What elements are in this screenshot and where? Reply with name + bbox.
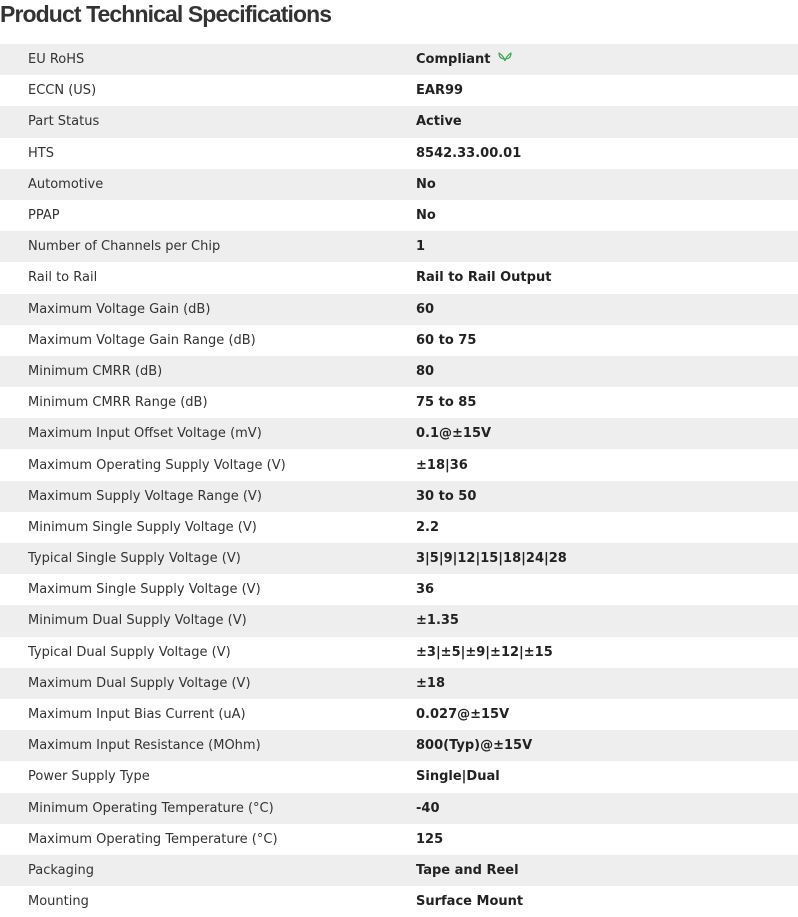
spec-value: [416, 356, 798, 387]
spec-row: [0, 886, 798, 917]
spec-label: [0, 605, 416, 636]
spec-row: [0, 356, 798, 387]
page-title: Product Technical Specifications: [0, 1, 332, 27]
spec-label: [0, 761, 416, 792]
spec-row: [0, 169, 798, 200]
spec-label-text: Minimum Operating Temperature (°C): [28, 800, 274, 816]
spec-label: [0, 138, 416, 169]
spec-row: [0, 730, 798, 761]
spec-label-text: Typical Single Supply Voltage (V): [28, 551, 241, 567]
spec-label-text: Rail to Rail: [28, 270, 98, 286]
spec-value: [416, 699, 798, 730]
spec-value: [416, 325, 798, 356]
spec-value-text: 1: [416, 239, 426, 255]
spec-label: [0, 418, 416, 449]
spec-row: [0, 668, 798, 699]
spec-label: [0, 325, 416, 356]
spec-row: [0, 574, 798, 605]
spec-value-text: Tape and Reel: [416, 862, 519, 878]
spec-label-text: HTS: [28, 145, 54, 161]
spec-label-text: Maximum Dual Supply Voltage (V): [28, 675, 251, 691]
spec-value: [416, 294, 798, 325]
spec-row: [0, 761, 798, 792]
spec-value-text: 0.1@±15V: [416, 426, 492, 442]
spec-label-text: Number of Channels per Chip: [28, 239, 221, 255]
spec-row: [0, 449, 798, 480]
spec-value: [416, 169, 798, 200]
spec-label-text: Maximum Input Bias Current (uA): [28, 707, 246, 723]
spec-label: [0, 262, 416, 293]
spec-label-text: Maximum Single Supply Voltage (V): [28, 582, 261, 598]
spec-value: [416, 637, 798, 668]
spec-label-text: Maximum Input Resistance (MOhm): [28, 738, 261, 754]
spec-row: [0, 793, 798, 824]
spec-value-text: 800(Typ)@±15V: [416, 738, 533, 754]
spec-value-text: -40: [416, 800, 440, 816]
spec-label: [0, 387, 416, 418]
spec-value: [416, 44, 798, 75]
spec-row: [0, 325, 798, 356]
spec-value: [416, 200, 798, 231]
spec-value: [416, 418, 798, 449]
spec-label-text: Maximum Operating Supply Voltage (V): [28, 457, 286, 473]
spec-value-text: 125: [416, 831, 444, 847]
spec-label: [0, 824, 416, 855]
spec-label: [0, 637, 416, 668]
spec-label-text: Minimum Single Supply Voltage (V): [28, 519, 257, 535]
spec-label: [0, 169, 416, 200]
spec-row: [0, 294, 798, 325]
spec-value: [416, 761, 798, 792]
spec-row: [0, 855, 798, 886]
spec-value-text: 36: [416, 582, 435, 598]
spec-value-text: 60 to 75: [416, 332, 477, 348]
spec-value-text: Rail to Rail Output: [416, 270, 552, 286]
spec-label-text: Maximum Input Offset Voltage (mV): [28, 426, 262, 442]
spec-value-text: 3|5|9|12|15|18|24|28: [416, 551, 567, 567]
spec-table-body: [0, 44, 798, 917]
spec-value: [416, 138, 798, 169]
spec-label-text: Automotive: [28, 176, 104, 192]
spec-row: [0, 262, 798, 293]
spec-label: [0, 75, 416, 106]
spec-label: [0, 294, 416, 325]
spec-label: [0, 855, 416, 886]
spec-label: [0, 574, 416, 605]
spec-value-text: 2.2: [416, 519, 440, 535]
spec-label-text: EU RoHS: [28, 52, 85, 68]
spec-label: [0, 449, 416, 480]
spec-label-text: Minimum CMRR Range (dB): [28, 395, 208, 411]
spec-value: [416, 543, 798, 574]
spec-value-text: ±1.35: [416, 613, 459, 629]
spec-row: [0, 75, 798, 106]
spec-value: [416, 262, 798, 293]
spec-row: [0, 387, 798, 418]
spec-label-text: Typical Dual Supply Voltage (V): [28, 644, 231, 660]
spec-value-text: 80: [416, 363, 435, 379]
spec-label-text: Packaging: [28, 862, 94, 878]
spec-label-text: Mounting: [28, 894, 89, 910]
spec-value-text: 0.027@±15V: [416, 707, 510, 723]
spec-label: [0, 886, 416, 917]
spec-row: [0, 200, 798, 231]
spec-label: [0, 481, 416, 512]
spec-value: [416, 793, 798, 824]
spec-label: [0, 231, 416, 262]
spec-value: [416, 824, 798, 855]
spec-value: [416, 75, 798, 106]
spec-value: [416, 668, 798, 699]
spec-label: [0, 512, 416, 543]
spec-value: [416, 106, 798, 137]
spec-row: [0, 138, 798, 169]
spec-value: [416, 605, 798, 636]
spec-label: [0, 44, 416, 75]
spec-value-text: ±3|±5|±9|±12|±15: [416, 644, 553, 660]
spec-label-text: PPAP: [28, 208, 60, 224]
spec-value-text: No: [416, 176, 436, 192]
spec-label-text: Maximum Voltage Gain Range (dB): [28, 332, 256, 348]
spec-value-text: Compliant: [416, 52, 491, 68]
spec-label-text: Maximum Voltage Gain (dB): [28, 301, 211, 317]
spec-label: [0, 668, 416, 699]
spec-label: [0, 543, 416, 574]
spec-row: [0, 418, 798, 449]
spec-label: [0, 356, 416, 387]
spec-row: [0, 824, 798, 855]
spec-label: [0, 793, 416, 824]
spec-row: [0, 543, 798, 574]
spec-row: [0, 106, 798, 137]
spec-row: [0, 44, 798, 75]
spec-value-text: 8542.33.00.01: [416, 145, 522, 161]
spec-label: [0, 106, 416, 137]
spec-label: [0, 699, 416, 730]
spec-label: [0, 200, 416, 231]
spec-label-text: Minimum Dual Supply Voltage (V): [28, 613, 247, 629]
spec-value: [416, 231, 798, 262]
spec-value-text: Single|Dual: [416, 769, 500, 785]
spec-row: [0, 699, 798, 730]
spec-value-text: Active: [416, 114, 462, 130]
spec-value: [416, 886, 798, 917]
spec-value-text: No: [416, 208, 436, 224]
spec-value: [416, 481, 798, 512]
spec-row: [0, 637, 798, 668]
spec-label-text: ECCN (US): [28, 83, 97, 99]
spec-value-text: 30 to 50: [416, 488, 477, 504]
spec-label-text: Power Supply Type: [28, 769, 150, 785]
spec-value-text: 75 to 85: [416, 395, 477, 411]
spec-value: [416, 512, 798, 543]
spec-value: [416, 449, 798, 480]
spec-value-text: 60: [416, 301, 435, 317]
spec-value: [416, 387, 798, 418]
spec-label-text: Maximum Supply Voltage Range (V): [28, 488, 262, 504]
spec-row: [0, 231, 798, 262]
spec-value-text: Surface Mount: [416, 894, 524, 910]
spec-row: [0, 481, 798, 512]
spec-label-text: Part Status: [28, 114, 100, 130]
spec-row: [0, 605, 798, 636]
spec-value-text: EAR99: [416, 83, 464, 99]
spec-table: [0, 44, 798, 917]
spec-value: [416, 855, 798, 886]
spec-row: [0, 512, 798, 543]
spec-label-text: Minimum CMRR (dB): [28, 363, 163, 379]
spec-label-text: Maximum Operating Temperature (°C): [28, 831, 278, 847]
spec-label: [0, 730, 416, 761]
spec-value-text: ±18: [416, 675, 445, 691]
spec-value-text: ±18|36: [416, 457, 468, 473]
spec-value: [416, 574, 798, 605]
leaf-icon: [498, 51, 512, 66]
spec-value: [416, 730, 798, 761]
